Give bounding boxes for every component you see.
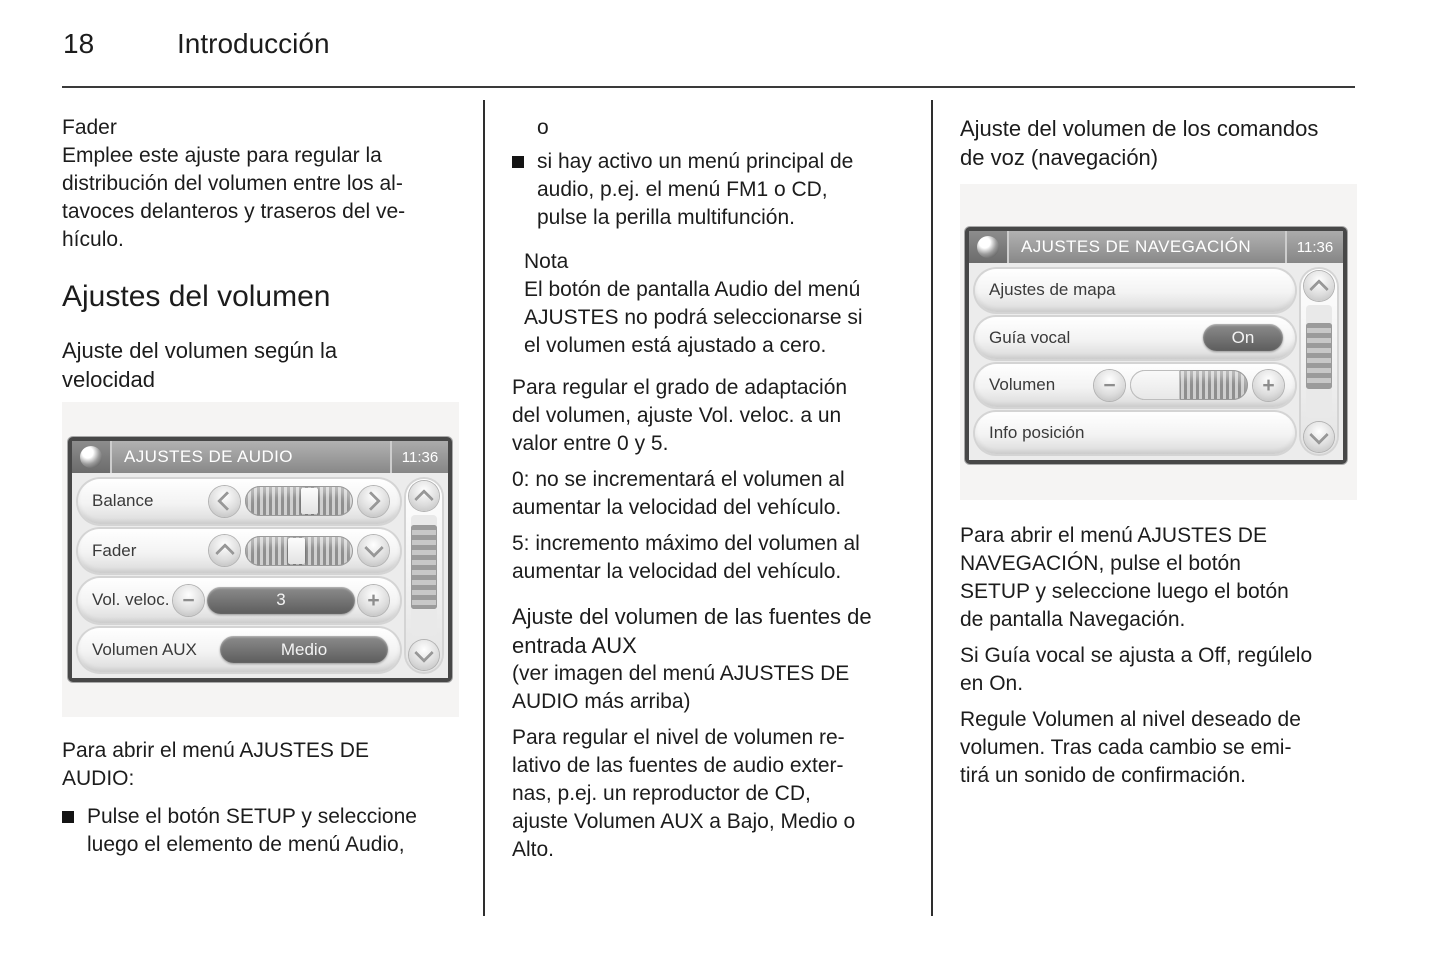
nav-settings-screen [965, 227, 1347, 464]
volume-settings-heading: Ajustes del volumen [62, 280, 331, 313]
aux-subheading: Ajuste del volumen de las fuentes de entrada AUX [512, 604, 872, 658]
audio-settings-screen [68, 437, 452, 682]
minus-icon: − [1103, 373, 1116, 397]
or-label: o [537, 116, 549, 139]
chevron-left-icon [217, 491, 237, 511]
screen-title: AJUSTES DE NAVEGACIÓN [1021, 237, 1252, 256]
plus-icon: + [367, 588, 380, 612]
fader-heading: Fader [62, 116, 117, 139]
vol-veloc-row [78, 578, 400, 623]
volumen-aux-row [78, 628, 400, 673]
screen-body [72, 473, 448, 678]
voice-guidance-label: Guía vocal [989, 327, 1071, 347]
volume-slider [1130, 370, 1248, 400]
bullet-setup-text: Pulse el botón SETUP y seleccione luego el elemento de menú Audio, [87, 805, 417, 856]
bullet-square-icon [62, 811, 74, 823]
note-heading: Nota [524, 250, 569, 273]
minus-button [1094, 370, 1125, 401]
aux-paragraph: Para regular el nivel de volumen re- lativo de las fuentes de audio exter- nas, p.ej. un reproductor de CD, ajuste Volumen AUX a Bajo, Medio o Alto. [512, 726, 856, 861]
scrollbar-thumb [411, 525, 437, 610]
clock-label: 11:36 [1285, 231, 1343, 263]
balance-left-button [209, 486, 240, 517]
voice-volume-subheading: Ajuste del volumen de los comandos de voz (navegación) [960, 116, 1319, 170]
fader-paragraph: Emplee este ajuste para regular la distribución del volumen entre los al- tavoces delanteros y traseros del ve- hículo. [62, 144, 406, 251]
volume-paragraph: Regule Volumen al nivel deseado de volumen. Tras cada cambio se emi- tirá un sonido de confirmación. [960, 708, 1301, 787]
balance-slider-thumb [301, 488, 318, 514]
column-1 [62, 112, 459, 859]
adapt-paragraph: Para regular el grado de adaptación del volumen, ajuste Vol. veloc. a un valor entre 0 y 5. [512, 376, 848, 455]
scrollbar-thumb [1306, 323, 1332, 389]
column-divider-2 [931, 100, 933, 916]
balance-slider [245, 486, 353, 516]
screen-titlebar [72, 441, 448, 473]
open-audio-paragraph: Para abrir el menú AJUSTES DE AUDIO: [62, 739, 369, 790]
fader-row [78, 529, 400, 574]
map-settings-row [975, 269, 1295, 312]
chevron-down-icon [364, 538, 384, 558]
chevron-down-icon [1309, 425, 1329, 445]
screen-scrollbar [406, 479, 442, 672]
fader-slider-thumb [288, 538, 305, 564]
scrollbar-track [411, 515, 437, 636]
column-3 [960, 112, 1357, 790]
header-rule [62, 86, 1355, 88]
map-settings-label: Ajustes de mapa [989, 280, 1116, 300]
volumen-aux-label: Volumen AUX [92, 639, 197, 659]
chevron-down-icon [414, 643, 434, 663]
balance-row [78, 479, 400, 524]
balance-right-button [358, 486, 389, 517]
chapter-title: Introducción [177, 28, 330, 59]
screen-titlebar [969, 231, 1343, 263]
volume-label: Volumen [989, 375, 1056, 395]
fader-up-button [209, 535, 240, 566]
column-2 [512, 112, 909, 864]
plus-button [1253, 370, 1284, 401]
bullet-square-icon [512, 156, 524, 168]
position-info-row [975, 412, 1295, 455]
bullet-main-menu-text: si hay activo un menú principal de audio, p.ej. el menú FM1 o CD, pulse la perilla multifunción. [537, 150, 854, 229]
chevron-up-icon [414, 489, 434, 509]
page-number: 18 [63, 28, 95, 59]
scroll-down-button [409, 640, 439, 670]
fader-label: Fader [92, 540, 137, 560]
speed-volume-subheading: Ajuste del volumen según la velocidad [62, 338, 338, 392]
screen-title: AJUSTES DE AUDIO [124, 447, 293, 466]
minus-icon: − [182, 588, 195, 612]
clock-label: 11:36 [390, 441, 448, 473]
vol-veloc-label: Vol. veloc. [92, 590, 170, 610]
aux-ref-paragraph: (ver imagen del menú AJUSTES DE AUDIO más arriba) [512, 662, 850, 713]
scrollbar-track [1306, 305, 1332, 418]
fader-slider [245, 536, 353, 566]
settings-globe-icon [969, 231, 1009, 263]
volumen-aux-value: Medio [220, 636, 388, 663]
chevron-up-icon [215, 543, 235, 563]
screen-scrollbar [1301, 269, 1337, 454]
scroll-up-button [409, 481, 439, 511]
five-paragraph: 5: incremento máximo del volumen al aumentar la velocidad del vehículo. [512, 532, 860, 583]
plus-icon: + [1262, 373, 1275, 397]
screen-body [969, 263, 1343, 460]
column-divider-1 [483, 100, 485, 916]
balance-label: Balance [92, 491, 154, 511]
position-info-label: Info posición [989, 422, 1085, 442]
scroll-down-button [1304, 422, 1334, 452]
vol-veloc-value: 3 [207, 587, 355, 614]
chevron-right-icon [361, 491, 381, 511]
audio-settings-figure [62, 402, 459, 717]
bullet-item-setup [62, 803, 459, 859]
open-nav-paragraph: Para abrir el menú AJUSTES DE NAVEGACIÓN, pulse el botón SETUP y seleccione luego el botón de pantalla Navegación. [960, 524, 1289, 631]
guia-paragraph: Si Guía vocal se ajusta a Off, regúlelo en On. [960, 644, 1313, 695]
settings-globe-icon [72, 441, 112, 473]
scroll-up-button [1304, 271, 1334, 301]
nav-settings-figure [960, 184, 1357, 500]
voice-guidance-row [975, 317, 1295, 360]
plus-button [358, 585, 389, 616]
bullet-item-main-menu [512, 148, 909, 232]
zero-paragraph: 0: no se incrementará el volumen al aumentar la velocidad del vehículo. [512, 468, 845, 519]
minus-button [173, 585, 204, 616]
note-paragraph: El botón de pantalla Audio del menú AJUSTES no podrá seleccionarse si el volumen está ajustado a cero. [524, 278, 863, 357]
volume-row [975, 364, 1295, 407]
voice-guidance-value: On [1203, 324, 1283, 351]
fader-down-button [358, 535, 389, 566]
chevron-up-icon [1309, 279, 1329, 299]
